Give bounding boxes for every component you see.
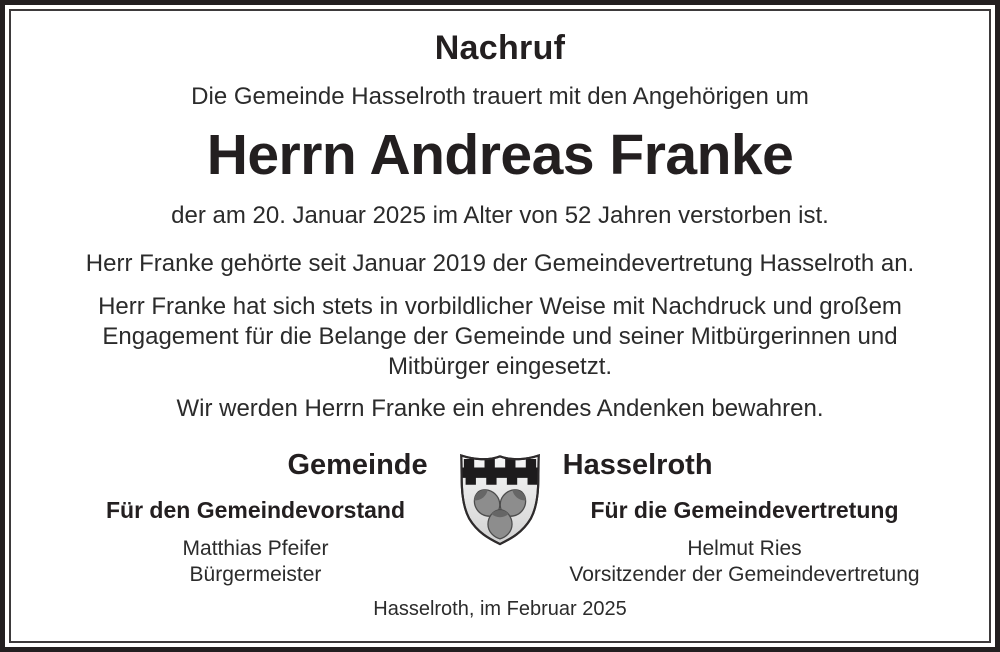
dateline: Hasselroth, im Februar 2025	[373, 598, 627, 620]
signature-left-heading: Für den Gemeindevorstand	[105, 497, 406, 523]
tribute-line: Engagement für die Belange der Gemeinde und seiner Mitbürgerinnen und	[102, 323, 898, 350]
signature-right-heading: Für die Gemeindevertretung	[590, 497, 899, 523]
membership-line: Herr Franke gehörte seit Januar 2019 der Gemeindevertretung Hasselroth an.	[85, 250, 915, 277]
tribute-line: Herr Franke hat sich stets in vorbildlicher Weise mit Nachdruck und großem	[98, 293, 902, 320]
signature-section	[11, 444, 989, 584]
tribute-line: Mitbürger eingesetzt.	[387, 353, 613, 380]
remembrance-line: Wir werden Herrn Franke ein ehrendes Andenken bewahren.	[176, 395, 824, 422]
death-line: der am 20. Januar 2025 im Alter von 52 Jahren verstorben ist.	[171, 202, 829, 229]
notice-content	[11, 11, 989, 641]
tribute-paragraph	[11, 292, 989, 382]
intro-line: Die Gemeinde Hasselroth trauert mit den Angehörigen um	[191, 83, 809, 110]
municipality-word-right: Hasselroth	[562, 449, 713, 481]
signature-right	[500, 496, 989, 588]
signature-right-role: Vorsitzender der Gemeindevertretung	[569, 563, 920, 586]
signature-left	[11, 496, 500, 588]
signature-columns	[11, 496, 989, 588]
signature-right-name: Helmut Ries	[687, 537, 802, 560]
signature-left-role: Bürgermeister	[189, 563, 322, 586]
municipality-word-left: Gemeinde	[287, 449, 428, 481]
signature-left-name: Matthias Pfeifer	[182, 537, 329, 560]
deceased-name: Herrn Andreas Franke	[206, 123, 794, 187]
notice-title: Nachruf	[434, 29, 566, 67]
